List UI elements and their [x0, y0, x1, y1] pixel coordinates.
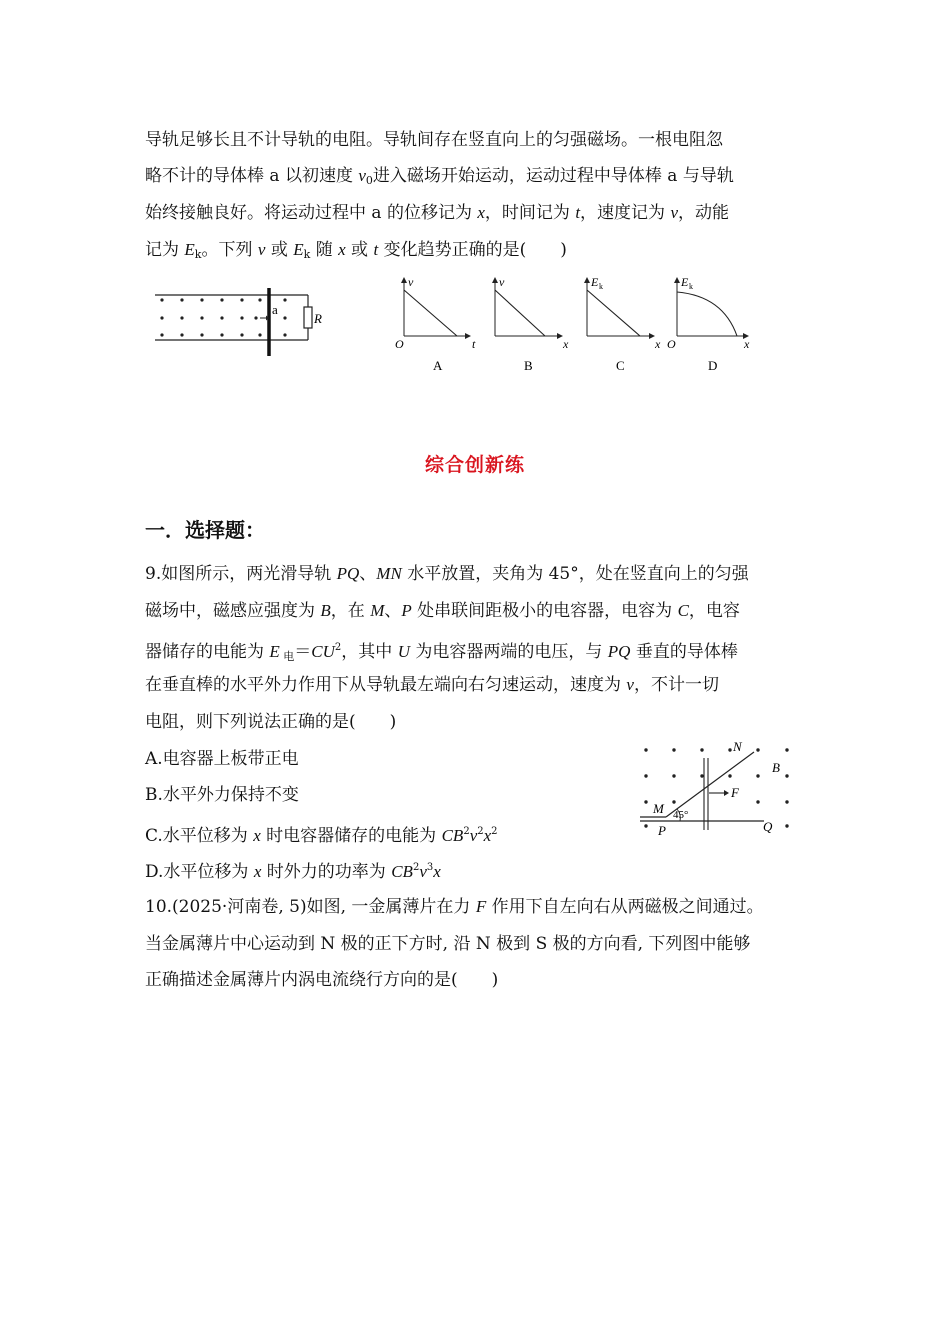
svg-text:Q: Q [763, 819, 773, 834]
q9-line-1: 9.如图所示，两光滑导轨 PQ、MN 水平放置，夹角为 45°，处在竖直向上的匀强 [145, 564, 749, 584]
q9-line-4: 在垂直棒的水平外力作用下从导轨最左端向右匀速运动，速度为 v，不计一切 [145, 675, 719, 695]
q8-line-3: 始终接触良好。将运动过程中 a 的位移记为 x，时间记为 t，速度记为 v，动能 [145, 203, 729, 223]
q9-rail-figure [636, 738, 811, 840]
svg-text:E: E [681, 275, 689, 289]
svg-text:E: E [591, 275, 599, 289]
q8-rail-figure [150, 280, 330, 360]
svg-text:v: v [408, 275, 414, 289]
graph-c [587, 275, 661, 373]
svg-text:O: O [667, 337, 676, 351]
q9-line-5: 电阻，则下列说法正确的是( ) [145, 712, 397, 732]
svg-text:D: D [708, 358, 718, 373]
q10-line-1: 10.(2025·河南卷, 5)如图, 一金属薄片在力 F 作用下自左向右从两磁极之间通过。 [145, 897, 764, 917]
q9-option-d: D.水平位移为 x 时外力的功率为 $CB^2v^3x$ [145, 862, 441, 882]
q9-option-a: A.电容器上板带正电 [145, 749, 299, 769]
svg-text:P: P [658, 823, 666, 838]
q9-line-2: 磁场中，磁感应强度为 B，在 M、P 处串联间距极小的电容器，电容为 C，电容 [145, 601, 740, 621]
q10-line-3: 正确描述金属薄片内涡电流绕行方向的是( ) [145, 970, 499, 990]
q8-line-1: 导轨足够长且不计导轨的电阻。导轨间存在竖直向上的匀强磁场。一根电阻忽 [145, 130, 723, 150]
svg-text:N: N [733, 739, 742, 754]
svg-text:k: k [599, 282, 603, 291]
svg-text:x: x [655, 337, 661, 351]
resistor-icon [304, 307, 312, 328]
magnetic-field-dots [644, 748, 788, 827]
svg-text:B: B [524, 358, 533, 373]
svg-text:x: x [744, 337, 750, 351]
svg-text:x: x [563, 337, 569, 351]
svg-text:B: B [772, 760, 780, 775]
q10-line-2: 当金属薄片中心运动到 N 极的正下方时, 沿 N 极到 S 极的方向看, 下列图中能够 [145, 934, 751, 954]
graph-d [667, 275, 750, 373]
svg-text:v: v [499, 275, 505, 289]
q8-line-4: 记为 $E_k$。下列 v 或 $E_k$ 随 x 或 t 变化趋势正确的是( ) [145, 240, 567, 261]
q9-option-b: B.水平外力保持不变 [145, 785, 299, 805]
q9-line-3: 器储存的电能为 E $_电=CU^2$，其中 U 为电容器两端的电压，与 PQ 垂直的导体棒 [145, 642, 738, 663]
graph-b [495, 275, 569, 373]
subsection-title: 一．选择题： [145, 518, 265, 542]
svg-text:k: k [689, 282, 693, 291]
q8-line-2: 略不计的导体棒 a 以初速度 $v_0$进入磁场开始运动，运动过程中导体棒 a 与导轨 [145, 166, 734, 187]
rod-label: a [272, 302, 278, 317]
section-title: 综合创新练 [424, 454, 525, 476]
svg-text:F: F [731, 785, 739, 800]
q8-graph-options [390, 272, 770, 376]
svg-text:C: C [616, 358, 625, 373]
svg-text:t: t [472, 337, 476, 351]
resistor-label: R [314, 311, 322, 326]
svg-text:A: A [433, 358, 443, 373]
svg-text:O: O [395, 337, 404, 351]
q9-option-c: C.水平位移为 x 时电容器储存的电能为 $CB^2v^2x^2$ [145, 826, 498, 846]
svg-text:45°: 45° [673, 809, 689, 821]
svg-text:M: M [653, 801, 664, 816]
graph-a [395, 275, 476, 373]
